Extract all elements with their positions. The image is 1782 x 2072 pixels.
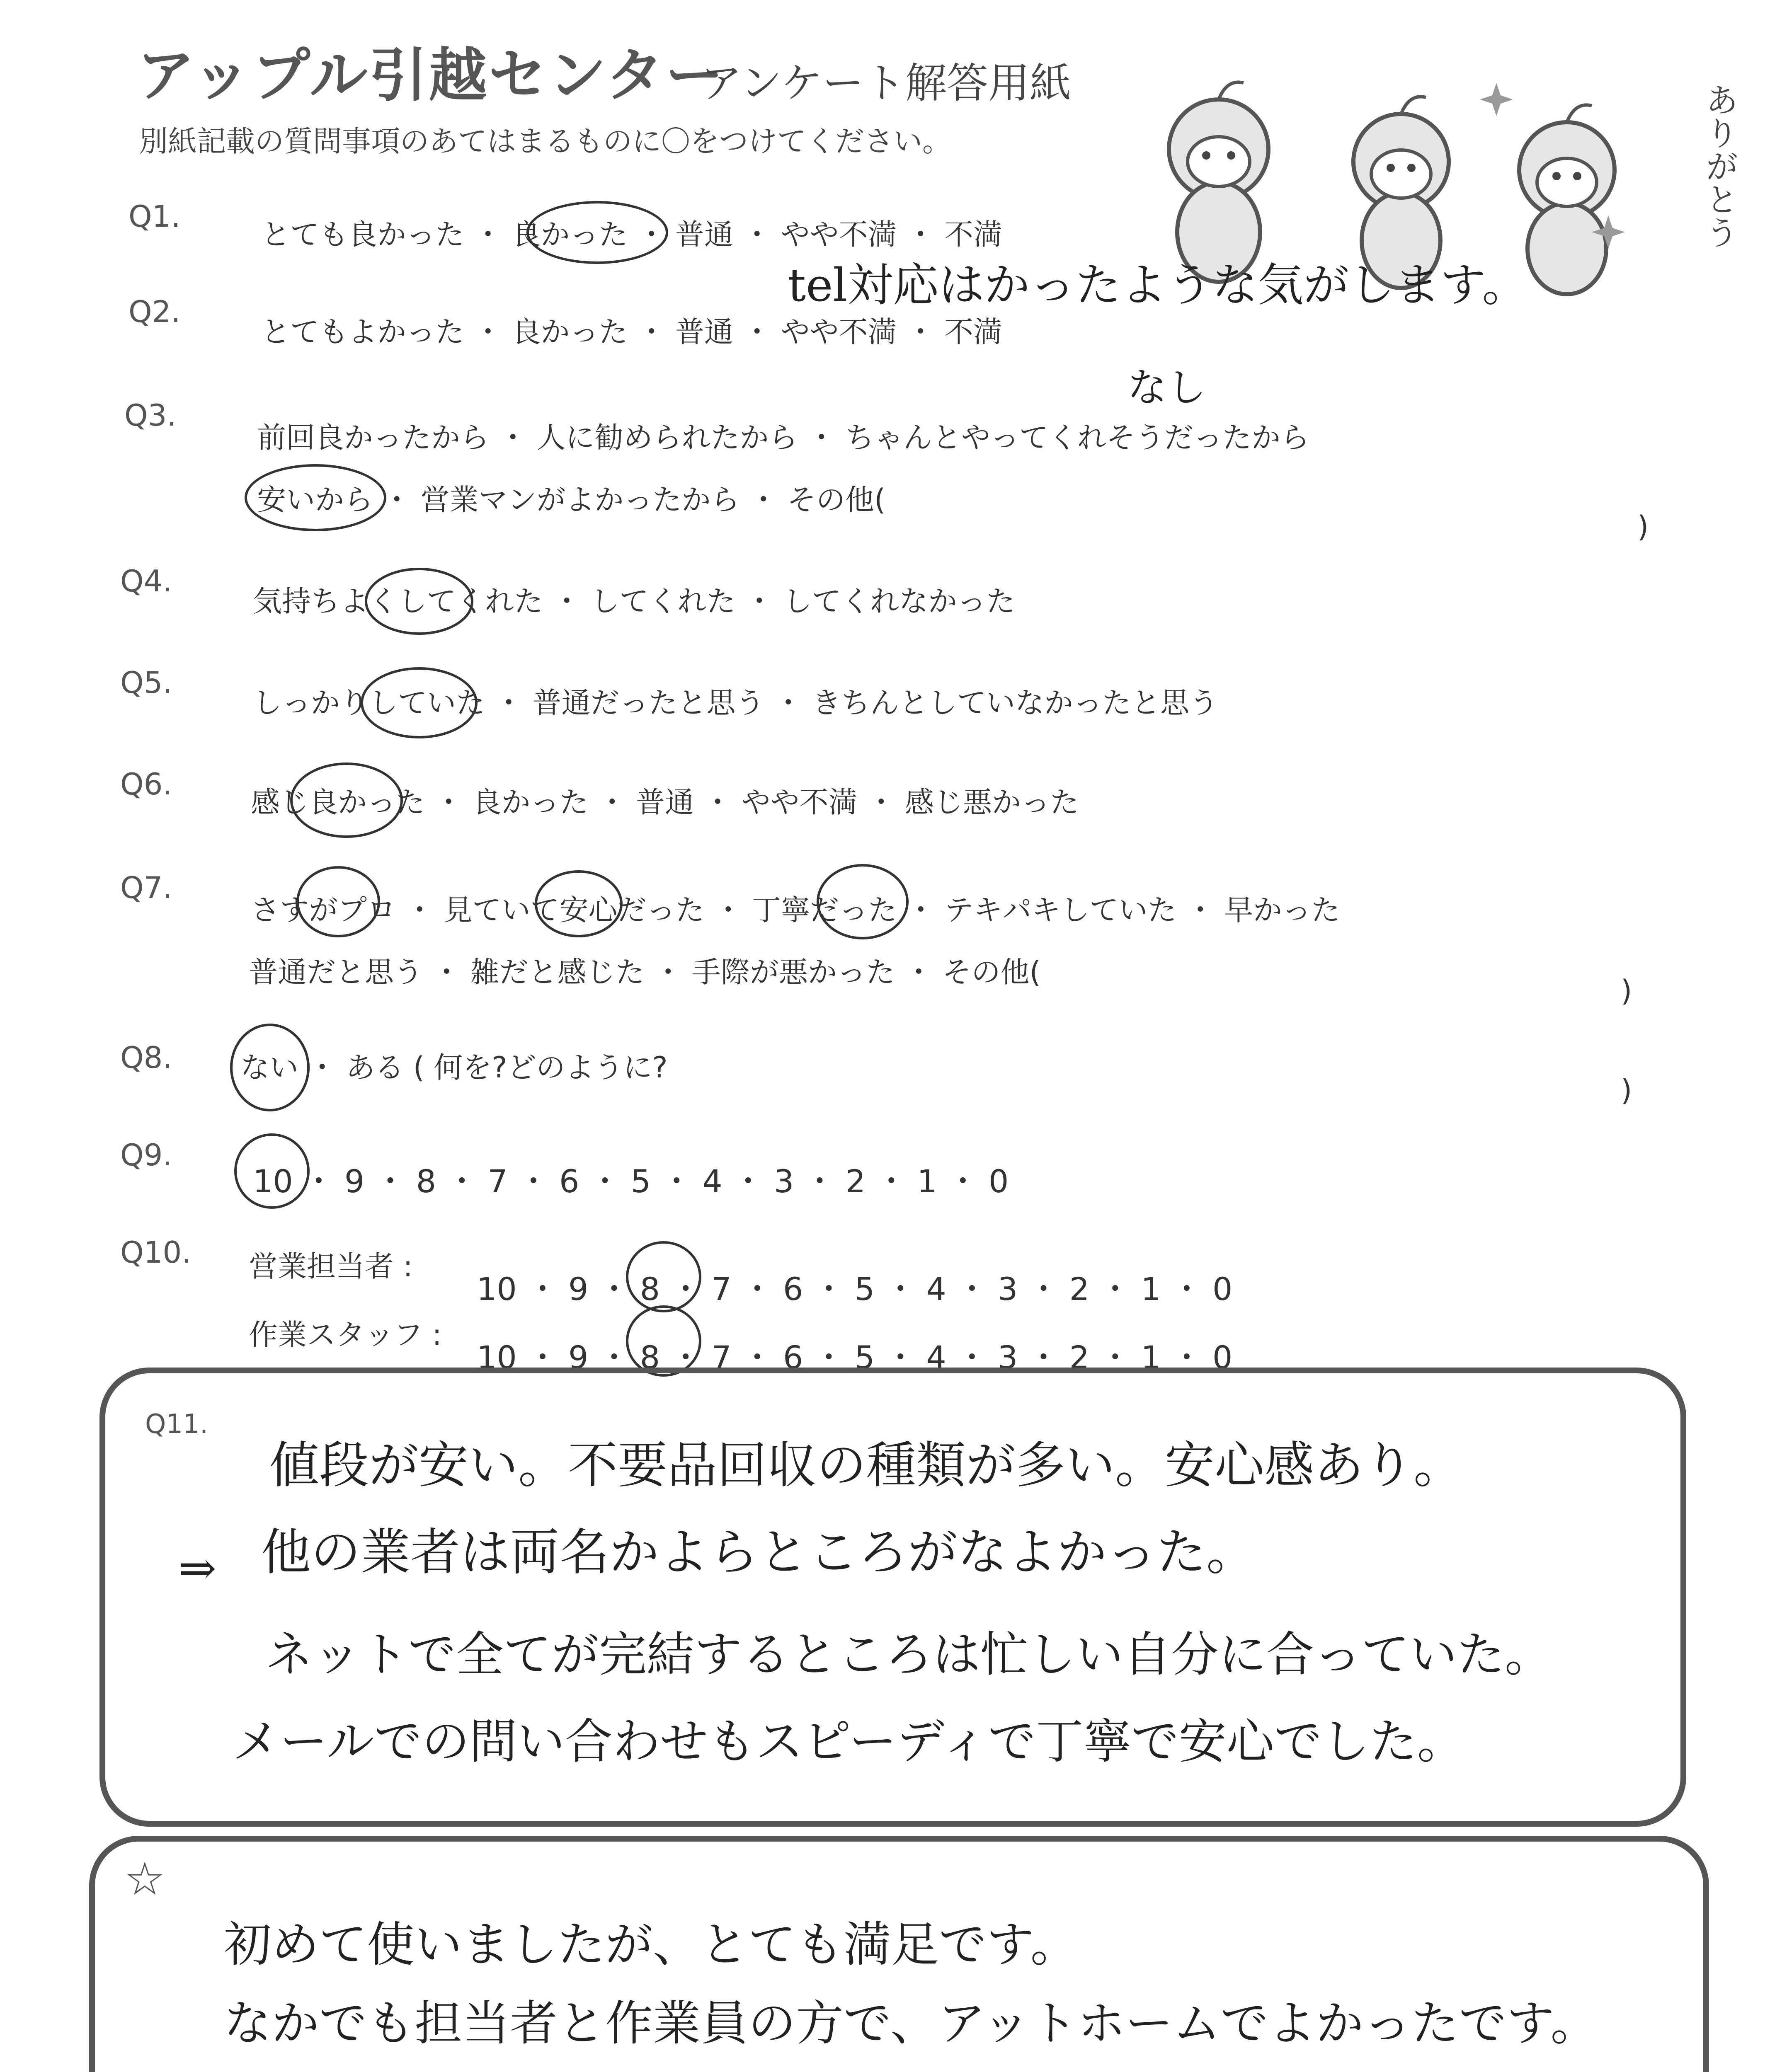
q8-options: ない ・ ある ( 何を?どのように?: [240, 1051, 668, 1084]
q3-options-line2: 安いから ・ 営業マンがよかったから ・ その他(: [257, 483, 886, 517]
q4-selected-circle: [365, 568, 473, 635]
q9-selected-circle: [234, 1133, 310, 1209]
q5-number: Q5.: [120, 665, 172, 700]
q4-number: Q4.: [120, 564, 172, 598]
star-icon: ☆: [124, 1852, 165, 1905]
q1-handwritten-note: tel対応はかったような気がします。: [788, 259, 1528, 312]
q11-line-1: 値段が安い。不要品回収の種類が多い。安心感あり。: [269, 1437, 1463, 1494]
q7-selected-circle-3: [817, 864, 909, 939]
q11-line-2: 他の業者は両名かよらところがなよかった。: [261, 1524, 1256, 1581]
q2-number: Q2.: [128, 294, 181, 329]
q10-sales-selected-circle: [626, 1241, 701, 1312]
q3-number: Q3.: [124, 398, 177, 433]
q11-line-4: メールでの問い合わせもスピーディで丁寧で安心でした。: [232, 1714, 1465, 1769]
q7-number: Q7.: [120, 870, 172, 905]
q6-selected-circle: [290, 762, 403, 838]
q5-options: しっかりしていた ・ 普通だったと思う ・ きちんとしていなかったと思う: [253, 686, 1219, 720]
q1-options: とても良かった ・ 良かった ・ 普通 ・ やや不満 ・ 不満: [261, 218, 1003, 252]
q9-number: Q9.: [120, 1138, 172, 1172]
q7-options-line1: さすがプロ ・ 見ていて安心だった ・ 丁寧だった ・ テキパキしていた ・ 早かった: [251, 893, 1341, 927]
q3-options-line1: 前回良かったから ・ 人に勧められたから ・ ちゃんとやってくれそうだったから: [257, 421, 1310, 455]
q10-staff-scale: 10 ・ 9 ・ 8 ・ 7 ・ 6 ・ 5 ・ 4 ・ 3 ・ 2 ・ 1 ・ 0: [477, 1339, 1233, 1376]
q11-line-3: ネットで全てが完結するところは忙しい自分に合っていた。: [265, 1627, 1553, 1682]
instruction-text: 別紙記載の質問事項のあてはまるものに〇をつけてください。: [139, 124, 951, 158]
q4-options: 気持ちよくしてくれた ・ してくれた ・ してくれなかった: [253, 584, 1016, 618]
q10-sales-scale: 10 ・ 9 ・ 8 ・ 7 ・ 6 ・ 5 ・ 4 ・ 3 ・ 2 ・ 1 ・ 0: [477, 1271, 1233, 1307]
q6-options: 感じ良かった ・ 良かった ・ 普通 ・ やや不満 ・ 感じ悪かった: [251, 785, 1079, 819]
q10-sales-label: 営業担当者 :: [249, 1249, 413, 1283]
q2-options: とてもよかった ・ 良かった ・ 普通 ・ やや不満 ・ 不満: [261, 315, 1003, 349]
q3-selected-circle: [245, 464, 386, 531]
q10-number: Q10.: [120, 1235, 192, 1270]
q10-staff-label: 作業スタッフ :: [249, 1318, 442, 1352]
q7-options-line2: 普通だと思う ・ 雑だと感じた ・ 手際が悪かった ・ その他(: [249, 955, 1041, 989]
q10-staff-selected-circle: [626, 1305, 701, 1377]
q1-selected-circle: [526, 201, 668, 264]
thanks-vertical-text: ありがとう: [1700, 83, 1738, 249]
q11-label: Q11.: [145, 1409, 209, 1440]
q2-handwritten-note: なし: [1127, 365, 1207, 411]
q6-number: Q6.: [120, 767, 172, 801]
q7-selected-circle-1: [296, 866, 380, 937]
form-title: アップル引越センター: [137, 42, 725, 109]
q5-selected-circle: [361, 667, 478, 738]
q8-close-paren: ): [1621, 1073, 1632, 1107]
star-line-1: 初めて使いましたが、とても満足です。: [224, 1917, 1078, 1973]
q8-selected-circle: [230, 1024, 310, 1111]
q1-number: Q1.: [128, 199, 181, 234]
q7-selected-circle-2: [535, 870, 623, 937]
q9-scale: 10 ・ 9 ・ 8 ・ 7 ・ 6 ・ 5 ・ 4 ・ 3 ・ 2 ・ 1 ・ 0: [253, 1163, 1009, 1200]
q8-number: Q8.: [120, 1040, 172, 1075]
q7-close-paren: ): [1621, 974, 1632, 1008]
q11-arrow-icon: ⇒: [178, 1542, 217, 1595]
form-subtitle: アンケート解答用紙: [701, 59, 1071, 107]
q3-close-paren: ): [1637, 510, 1649, 544]
star-line-2: なかでも担当者と作業員の方で、アットホームでよかったです。: [224, 1996, 1598, 2051]
